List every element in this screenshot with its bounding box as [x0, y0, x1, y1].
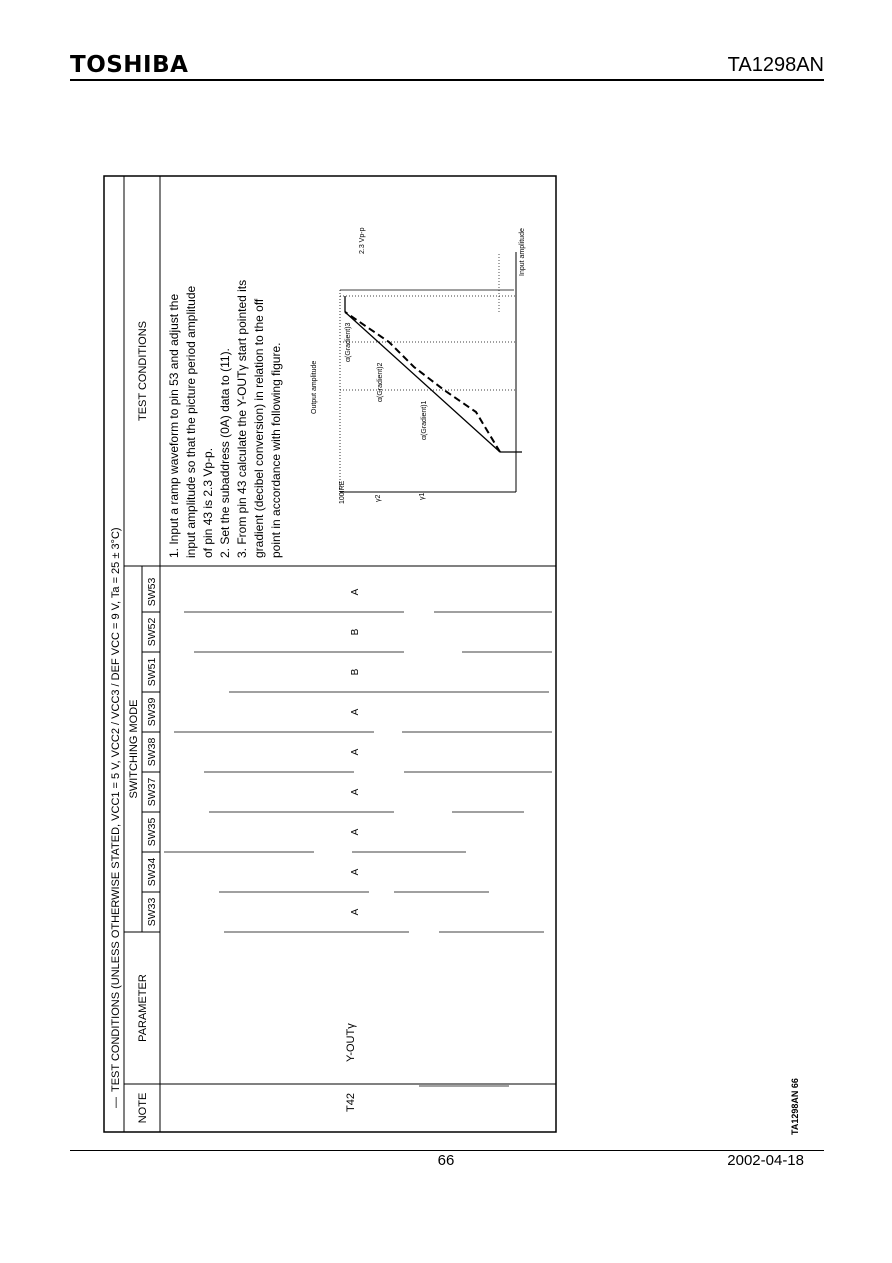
- switch-value: A: [350, 828, 361, 836]
- switch-value: A: [350, 868, 361, 876]
- gamma-label: γ1: [419, 492, 426, 500]
- condition-line: 3. From pin 43 calculate the Y-OUTγ start pointed its: [235, 279, 249, 558]
- test-conditions-header: TEST CONDITIONS: [137, 320, 149, 422]
- part-number: TA1298AN: [727, 54, 824, 76]
- switch-header: SW39: [146, 697, 158, 727]
- footer-date: 2002-04-18: [727, 1152, 804, 1169]
- table-title: TEST CONDITIONS (UNLESS OTHERWISE STATED, VCC1 = 5 V, VCC2 / VCC3 / DEF VCC = 9 V, Ta = 25 ± 3°C): [110, 527, 122, 1092]
- toshiba-logo: TOSHIBA: [70, 52, 189, 78]
- switch-header: SW53: [146, 577, 158, 607]
- row-parameter: Y-OUTγ: [345, 1023, 357, 1062]
- switch-value: A: [350, 708, 361, 716]
- gradient-label: α(Gradient)2: [377, 362, 384, 402]
- x-axis-label: Input amplitude: [519, 228, 526, 276]
- table-title-dash: —: [110, 1097, 122, 1108]
- switch-header: SW52: [146, 617, 158, 647]
- gamma-label: γ2: [375, 494, 382, 502]
- switch-value: A: [350, 748, 361, 756]
- side-reference: TA1298AN 66: [790, 1078, 800, 1135]
- switch-header: SW51: [146, 657, 158, 687]
- condition-line: input amplitude so that the picture period amplitude: [184, 285, 198, 558]
- parameter-header: PARAMETER: [137, 974, 149, 1042]
- condition-line: point in accordance with following figure.: [269, 342, 283, 558]
- level-label: 100IRE: [339, 480, 346, 504]
- condition-line: 2. Set the subaddress (0A) data to (11).: [218, 348, 232, 558]
- switch-header: SW33: [146, 897, 158, 927]
- footer-rule: [70, 1150, 824, 1151]
- switch-value: B: [350, 668, 361, 676]
- vpp-label: 2.3 Vp-p: [359, 227, 366, 254]
- switch-value: A: [350, 908, 361, 916]
- gradient-label: α(Gradient)1: [421, 400, 428, 440]
- switch-header: SW37: [146, 777, 158, 807]
- switch-value: B: [350, 628, 361, 636]
- gamma-figure: [311, 227, 526, 504]
- switching-mode-header: SWITCHING MODE: [128, 699, 140, 799]
- switch-header: SW38: [146, 737, 158, 767]
- row-note: T42: [345, 1093, 357, 1112]
- switch-header: SW35: [146, 817, 158, 847]
- switch-value: A: [350, 588, 361, 596]
- y-axis-label: Output amplitude: [311, 360, 318, 414]
- switch-value: A: [350, 788, 361, 796]
- page-number: 66: [437, 1152, 455, 1169]
- switch-header: SW34: [146, 857, 158, 887]
- condition-line: of pin 43 is 2.3 Vp-p.: [201, 447, 215, 558]
- gradient-label: α(Gradient)3: [345, 322, 352, 362]
- condition-line: gradient (decibel conversion) in relation to the off: [252, 298, 266, 558]
- note-header: NOTE: [137, 1092, 149, 1124]
- condition-line: 1. Input a ramp waveform to pin 53 and adjust the: [167, 293, 181, 558]
